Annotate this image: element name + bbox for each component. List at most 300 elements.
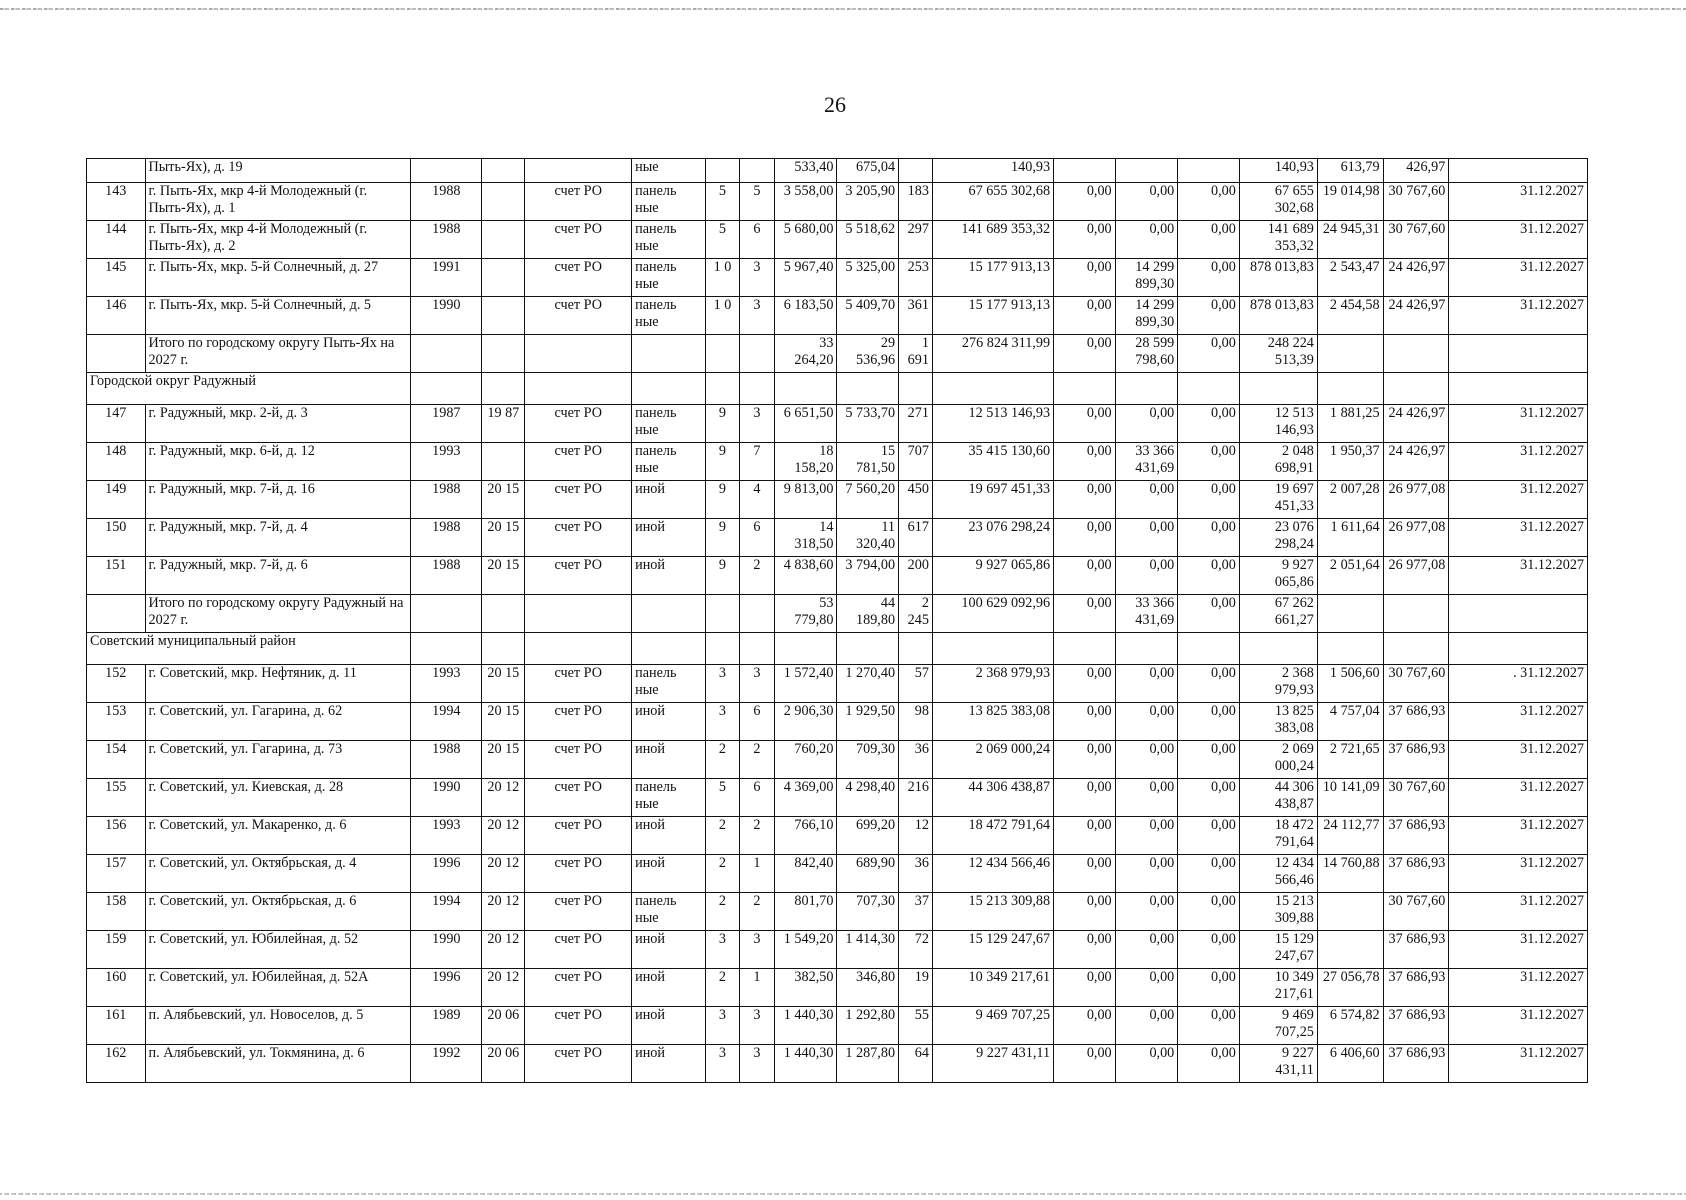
floors-cell: 1 0 xyxy=(706,297,740,335)
local-budget-cell: 0,00 xyxy=(1178,1045,1240,1083)
section-title: Городской округ Радужный xyxy=(87,373,411,405)
federal-fund-cell: 0,00 xyxy=(1054,481,1116,519)
address-cell: г. Советский, ул. Гагарина, д. 62 xyxy=(145,703,411,741)
subtotal-row xyxy=(87,595,1588,633)
repair-year-cell xyxy=(482,259,525,297)
owners-funds-cell: 2 368 979,93 xyxy=(1239,665,1317,703)
empty-cell xyxy=(899,633,933,665)
local-budget-cell: 0,00 xyxy=(1178,665,1240,703)
entrances-cell: 4 xyxy=(739,481,774,519)
address-cell: г. Советский, ул. Макаренко, д. 6 xyxy=(145,817,411,855)
residents-cell: 216 xyxy=(899,779,933,817)
owners-funds-cell: 15 213 309,88 xyxy=(1239,893,1317,931)
living-area-cell: 5 518,62 xyxy=(837,221,899,259)
total-cost-cell: 100 629 092,96 xyxy=(932,595,1053,633)
unit-cost-cell: 2 007,28 xyxy=(1317,481,1383,519)
fund-source-cell: счет РО xyxy=(525,1007,632,1045)
living-area-cell: 346,80 xyxy=(837,969,899,1007)
living-area-cell: 1 270,40 xyxy=(837,665,899,703)
living-area-cell: 15 781,50 xyxy=(837,443,899,481)
max-unit-cost-cell xyxy=(1383,595,1449,633)
empty-cell xyxy=(482,633,525,665)
residents-cell: 450 xyxy=(899,481,933,519)
floors-cell: 3 xyxy=(706,665,740,703)
fund-source-cell: счет РО xyxy=(525,557,632,595)
row-number-cell: 150 xyxy=(87,519,146,557)
repair-year-cell xyxy=(482,443,525,481)
total-area-cell: 4 369,00 xyxy=(774,779,837,817)
row-number-cell xyxy=(87,595,146,633)
residents-cell: 12 xyxy=(899,817,933,855)
row-number-cell: 149 xyxy=(87,481,146,519)
local-budget-cell: 0,00 xyxy=(1178,557,1240,595)
local-budget-cell: 0,00 xyxy=(1178,183,1240,221)
owners-funds-cell: 10 349 217,61 xyxy=(1239,969,1317,1007)
floors-cell: 3 xyxy=(706,931,740,969)
max-unit-cost-cell: 30 767,60 xyxy=(1383,779,1449,817)
regional-budget-cell: 33 366 431,69 xyxy=(1115,443,1178,481)
fund-source-cell: счет РО xyxy=(525,779,632,817)
entrances-cell: 6 xyxy=(739,519,774,557)
repair-year-cell: 20 12 xyxy=(482,779,525,817)
fund-source-cell: счет РО xyxy=(525,741,632,779)
row-number-cell: 157 xyxy=(87,855,146,893)
empty-cell xyxy=(482,373,525,405)
owners-funds-cell: 9 927 065,86 xyxy=(1239,557,1317,595)
regional-budget-cell: 0,00 xyxy=(1115,1045,1178,1083)
floors-cell xyxy=(706,335,740,373)
local-budget-cell: 0,00 xyxy=(1178,779,1240,817)
regional-budget-cell: 0,00 xyxy=(1115,817,1178,855)
entrances-cell: 5 xyxy=(739,183,774,221)
wall-material-cell: иной xyxy=(632,969,706,1007)
federal-fund-cell: 0,00 xyxy=(1054,1007,1116,1045)
total-area-cell: 3 558,00 xyxy=(774,183,837,221)
total-cost-cell: 18 472 791,64 xyxy=(932,817,1053,855)
max-unit-cost-cell: 37 686,93 xyxy=(1383,1045,1449,1083)
total-area-cell: 842,40 xyxy=(774,855,837,893)
year-cell: 1993 xyxy=(411,817,482,855)
table-row xyxy=(87,931,1588,969)
row-number-cell: 146 xyxy=(87,297,146,335)
unit-cost-cell: 6 406,60 xyxy=(1317,1045,1383,1083)
section-title: Советский муниципальный район xyxy=(87,633,411,665)
residents-cell: 64 xyxy=(899,1045,933,1083)
empty-cell xyxy=(1383,373,1449,405)
max-unit-cost-cell: 426,97 xyxy=(1383,159,1449,183)
table-row xyxy=(87,297,1588,335)
entrances-cell xyxy=(739,335,774,373)
total-cost-cell: 67 655 302,68 xyxy=(932,183,1053,221)
floors-cell: 2 xyxy=(706,893,740,931)
unit-cost-cell: 2 051,64 xyxy=(1317,557,1383,595)
total-cost-cell: 2 368 979,93 xyxy=(932,665,1053,703)
fund-source-cell: счет РО xyxy=(525,519,632,557)
living-area-cell: 1 292,80 xyxy=(837,1007,899,1045)
address-cell: г. Пыть-Ях, мкр 4-й Молодежный (г. Пыть-Ях), д. 2 xyxy=(145,221,411,259)
floors-cell xyxy=(706,159,740,183)
table-row xyxy=(87,1045,1588,1083)
empty-cell xyxy=(706,633,740,665)
federal-fund-cell: 0,00 xyxy=(1054,335,1116,373)
living-area-cell: 1 414,30 xyxy=(837,931,899,969)
unit-cost-cell: 1 611,64 xyxy=(1317,519,1383,557)
deadline-cell: 31.12.2027 xyxy=(1449,969,1588,1007)
living-area-cell: 44 189,80 xyxy=(837,595,899,633)
regional-budget-cell: 0,00 xyxy=(1115,855,1178,893)
living-area-cell: 5 733,70 xyxy=(837,405,899,443)
fund-source-cell: счет РО xyxy=(525,969,632,1007)
total-area-cell: 1 549,20 xyxy=(774,931,837,969)
address-cell: г. Советский, ул. Октябрьская, д. 6 xyxy=(145,893,411,931)
owners-funds-cell: 67 262 661,27 xyxy=(1239,595,1317,633)
wall-material-cell: панель ные xyxy=(632,443,706,481)
max-unit-cost-cell: 30 767,60 xyxy=(1383,893,1449,931)
repair-year-cell: 20 12 xyxy=(482,855,525,893)
owners-funds-cell: 878 013,83 xyxy=(1239,297,1317,335)
total-cost-cell: 12 513 146,93 xyxy=(932,405,1053,443)
total-cost-cell: 12 434 566,46 xyxy=(932,855,1053,893)
regional-budget-cell: 0,00 xyxy=(1115,481,1178,519)
floors-cell: 5 xyxy=(706,779,740,817)
local-budget-cell: 0,00 xyxy=(1178,855,1240,893)
total-area-cell: 18 158,20 xyxy=(774,443,837,481)
table-row xyxy=(87,703,1588,741)
empty-cell xyxy=(525,633,632,665)
floors-cell: 5 xyxy=(706,221,740,259)
regional-budget-cell: 0,00 xyxy=(1115,405,1178,443)
total-area-cell: 382,50 xyxy=(774,969,837,1007)
table-row xyxy=(87,817,1588,855)
federal-fund-cell: 0,00 xyxy=(1054,1045,1116,1083)
residents-cell: 253 xyxy=(899,259,933,297)
max-unit-cost-cell: 37 686,93 xyxy=(1383,741,1449,779)
year-cell: 1988 xyxy=(411,741,482,779)
fund-source-cell: счет РО xyxy=(525,931,632,969)
unit-cost-cell: 2 543,47 xyxy=(1317,259,1383,297)
local-budget-cell: 0,00 xyxy=(1178,519,1240,557)
entrances-cell xyxy=(739,159,774,183)
living-area-cell: 689,90 xyxy=(837,855,899,893)
wall-material-cell: панель ные xyxy=(632,259,706,297)
federal-fund-cell: 0,00 xyxy=(1054,519,1116,557)
total-cost-cell: 13 825 383,08 xyxy=(932,703,1053,741)
empty-cell xyxy=(1317,633,1383,665)
residents-cell: 98 xyxy=(899,703,933,741)
empty-cell xyxy=(932,633,1053,665)
regional-budget-cell xyxy=(1115,159,1178,183)
owners-funds-cell: 9 227 431,11 xyxy=(1239,1045,1317,1083)
page-number: 26 xyxy=(824,92,846,117)
living-area-cell: 3 794,00 xyxy=(837,557,899,595)
address-cell: г. Советский, ул. Юбилейная, д. 52А xyxy=(145,969,411,1007)
row-number-cell: 158 xyxy=(87,893,146,931)
floors-cell: 9 xyxy=(706,519,740,557)
owners-funds-cell: 12 513 146,93 xyxy=(1239,405,1317,443)
federal-fund-cell: 0,00 xyxy=(1054,297,1116,335)
floors-cell: 1 0 xyxy=(706,259,740,297)
total-area-cell: 5 680,00 xyxy=(774,221,837,259)
max-unit-cost-cell: 30 767,60 xyxy=(1383,183,1449,221)
entrances-cell: 2 xyxy=(739,817,774,855)
table-row xyxy=(87,969,1588,1007)
wall-material-cell: иной xyxy=(632,1007,706,1045)
entrances-cell: 6 xyxy=(739,779,774,817)
max-unit-cost-cell: 37 686,93 xyxy=(1383,1007,1449,1045)
row-number-cell: 156 xyxy=(87,817,146,855)
owners-funds-cell: 248 224 513,39 xyxy=(1239,335,1317,373)
federal-fund-cell xyxy=(1054,159,1116,183)
address-cell: г. Пыть-Ях, мкр. 5-й Солнечный, д. 27 xyxy=(145,259,411,297)
entrances-cell: 7 xyxy=(739,443,774,481)
total-cost-cell: 2 069 000,24 xyxy=(932,741,1053,779)
regional-budget-cell: 0,00 xyxy=(1115,519,1178,557)
total-area-cell: 5 967,40 xyxy=(774,259,837,297)
floors-cell: 9 xyxy=(706,443,740,481)
total-cost-cell: 9 469 707,25 xyxy=(932,1007,1053,1045)
owners-funds-cell: 19 697 451,33 xyxy=(1239,481,1317,519)
table-row xyxy=(87,221,1588,259)
year-cell: 1996 xyxy=(411,969,482,1007)
row-number-cell: 143 xyxy=(87,183,146,221)
unit-cost-cell: 1 950,37 xyxy=(1317,443,1383,481)
empty-cell xyxy=(632,373,706,405)
address-cell: г. Пыть-Ях, мкр 4-й Молодежный (г. Пыть-Ях), д. 1 xyxy=(145,183,411,221)
entrances-cell xyxy=(739,595,774,633)
entrances-cell: 3 xyxy=(739,931,774,969)
entrances-cell: 3 xyxy=(739,1045,774,1083)
owners-funds-cell: 23 076 298,24 xyxy=(1239,519,1317,557)
year-cell: 1987 xyxy=(411,405,482,443)
federal-fund-cell: 0,00 xyxy=(1054,931,1116,969)
unit-cost-cell: 14 760,88 xyxy=(1317,855,1383,893)
federal-fund-cell: 0,00 xyxy=(1054,443,1116,481)
unit-cost-cell xyxy=(1317,335,1383,373)
unit-cost-cell xyxy=(1317,893,1383,931)
wall-material-cell: панель ные xyxy=(632,893,706,931)
living-area-cell: 5 409,70 xyxy=(837,297,899,335)
row-number-cell: 162 xyxy=(87,1045,146,1083)
entrances-cell: 3 xyxy=(739,405,774,443)
empty-cell xyxy=(1054,373,1116,405)
owners-funds-cell: 15 129 247,67 xyxy=(1239,931,1317,969)
year-cell: 1990 xyxy=(411,297,482,335)
living-area-cell: 699,20 xyxy=(837,817,899,855)
total-area-cell: 760,20 xyxy=(774,741,837,779)
unit-cost-cell: 6 574,82 xyxy=(1317,1007,1383,1045)
total-area-cell: 2 906,30 xyxy=(774,703,837,741)
subtotal-label: Итого по городскому округу Радужный на 2027 г. xyxy=(145,595,411,633)
year-cell: 1993 xyxy=(411,443,482,481)
federal-fund-cell: 0,00 xyxy=(1054,221,1116,259)
fund-source-cell: счет РО xyxy=(525,443,632,481)
entrances-cell: 3 xyxy=(739,665,774,703)
floors-cell: 9 xyxy=(706,405,740,443)
total-area-cell: 1 572,40 xyxy=(774,665,837,703)
entrances-cell: 3 xyxy=(739,1007,774,1045)
deadline-cell xyxy=(1449,159,1588,183)
table-row xyxy=(87,481,1588,519)
wall-material-cell: панель ные xyxy=(632,665,706,703)
total-cost-cell: 10 349 217,61 xyxy=(932,969,1053,1007)
entrances-cell: 3 xyxy=(739,297,774,335)
owners-funds-cell: 9 469 707,25 xyxy=(1239,1007,1317,1045)
unit-cost-cell: 4 757,04 xyxy=(1317,703,1383,741)
entrances-cell: 2 xyxy=(739,557,774,595)
fund-source-cell: счет РО xyxy=(525,297,632,335)
empty-cell xyxy=(739,633,774,665)
empty-cell xyxy=(1317,373,1383,405)
year-cell xyxy=(411,159,482,183)
fund-source-cell: счет РО xyxy=(525,405,632,443)
section-header-row xyxy=(87,633,1588,665)
subtotal-row xyxy=(87,335,1588,373)
wall-material-cell: иной xyxy=(632,931,706,969)
address-cell: г. Советский, мкр. Нефтяник, д. 11 xyxy=(145,665,411,703)
address-cell: Пыть-Ях), д. 19 xyxy=(145,159,411,183)
empty-cell xyxy=(1239,633,1317,665)
address-cell: г. Советский, ул. Октябрьская, д. 4 xyxy=(145,855,411,893)
address-cell: г. Советский, ул. Юбилейная, д. 52 xyxy=(145,931,411,969)
table-row xyxy=(87,443,1588,481)
regional-budget-cell: 0,00 xyxy=(1115,665,1178,703)
row-number-cell: 151 xyxy=(87,557,146,595)
row-number-cell: 148 xyxy=(87,443,146,481)
table-row xyxy=(87,855,1588,893)
deadline-cell: 31.12.2027 xyxy=(1449,519,1588,557)
empty-cell xyxy=(1449,633,1588,665)
row-number-cell: 145 xyxy=(87,259,146,297)
total-cost-cell: 140,93 xyxy=(932,159,1053,183)
owners-funds-cell: 67 655 302,68 xyxy=(1239,183,1317,221)
federal-fund-cell: 0,00 xyxy=(1054,855,1116,893)
deadline-cell: 31.12.2027 xyxy=(1449,481,1588,519)
federal-fund-cell: 0,00 xyxy=(1054,779,1116,817)
floors-cell: 2 xyxy=(706,817,740,855)
floors-cell: 2 xyxy=(706,855,740,893)
federal-fund-cell: 0,00 xyxy=(1054,557,1116,595)
residents-cell: 57 xyxy=(899,665,933,703)
wall-material-cell: панель ные xyxy=(632,405,706,443)
year-cell: 1993 xyxy=(411,665,482,703)
address-cell: г. Радужный, мкр. 7-й, д. 16 xyxy=(145,481,411,519)
floors-cell: 3 xyxy=(706,1045,740,1083)
fund-source-cell: счет РО xyxy=(525,665,632,703)
owners-funds-cell: 18 472 791,64 xyxy=(1239,817,1317,855)
total-area-cell: 4 838,60 xyxy=(774,557,837,595)
total-cost-cell: 19 697 451,33 xyxy=(932,481,1053,519)
federal-fund-cell: 0,00 xyxy=(1054,741,1116,779)
table-row xyxy=(87,159,1588,183)
row-number-cell: 160 xyxy=(87,969,146,1007)
table-row xyxy=(87,1007,1588,1045)
empty-cell xyxy=(1449,373,1588,405)
deadline-cell: 31.12.2027 xyxy=(1449,817,1588,855)
max-unit-cost-cell: 37 686,93 xyxy=(1383,703,1449,741)
fund-source-cell: счет РО xyxy=(525,221,632,259)
total-cost-cell: 15 129 247,67 xyxy=(932,931,1053,969)
empty-cell xyxy=(1054,633,1116,665)
wall-material-cell: панель ные xyxy=(632,183,706,221)
total-cost-cell: 44 306 438,87 xyxy=(932,779,1053,817)
fund-source-cell xyxy=(525,335,632,373)
table-row xyxy=(87,519,1588,557)
residents-cell: 37 xyxy=(899,893,933,931)
unit-cost-cell: 24 945,31 xyxy=(1317,221,1383,259)
entrances-cell: 3 xyxy=(739,259,774,297)
living-area-cell: 707,30 xyxy=(837,893,899,931)
address-cell: г. Радужный, мкр. 2-й, д. 3 xyxy=(145,405,411,443)
floors-cell: 2 xyxy=(706,741,740,779)
wall-material-cell xyxy=(632,335,706,373)
total-cost-cell: 23 076 298,24 xyxy=(932,519,1053,557)
empty-cell xyxy=(837,633,899,665)
row-number-cell: 154 xyxy=(87,741,146,779)
repair-year-cell xyxy=(482,159,525,183)
row-number-cell: 161 xyxy=(87,1007,146,1045)
empty-cell xyxy=(411,373,482,405)
fund-source-cell: счет РО xyxy=(525,855,632,893)
max-unit-cost-cell: 30 767,60 xyxy=(1383,221,1449,259)
living-area-cell: 7 560,20 xyxy=(837,481,899,519)
year-cell: 1994 xyxy=(411,893,482,931)
address-cell: п. Алябьевский, ул. Токмянина, д. 6 xyxy=(145,1045,411,1083)
max-unit-cost-cell: 24 426,97 xyxy=(1383,405,1449,443)
entrances-cell: 6 xyxy=(739,221,774,259)
entrances-cell: 2 xyxy=(739,741,774,779)
total-area-cell: 14 318,50 xyxy=(774,519,837,557)
total-area-cell: 533,40 xyxy=(774,159,837,183)
table-row xyxy=(87,779,1588,817)
living-area-cell: 675,04 xyxy=(837,159,899,183)
repair-year-cell: 20 15 xyxy=(482,703,525,741)
repair-year-cell: 20 15 xyxy=(482,481,525,519)
repair-year-cell: 20 12 xyxy=(482,817,525,855)
year-cell: 1988 xyxy=(411,183,482,221)
max-unit-cost-cell: 37 686,93 xyxy=(1383,855,1449,893)
repair-year-cell: 20 12 xyxy=(482,969,525,1007)
deadline-cell: 31.12.2027 xyxy=(1449,855,1588,893)
empty-cell xyxy=(706,373,740,405)
federal-fund-cell: 0,00 xyxy=(1054,259,1116,297)
entrances-cell: 1 xyxy=(739,855,774,893)
owners-funds-cell: 13 825 383,08 xyxy=(1239,703,1317,741)
empty-cell xyxy=(837,373,899,405)
empty-cell xyxy=(899,373,933,405)
empty-cell xyxy=(1115,633,1178,665)
max-unit-cost-cell: 37 686,93 xyxy=(1383,969,1449,1007)
wall-material-cell: иной xyxy=(632,1045,706,1083)
owners-funds-cell: 2 048 698,91 xyxy=(1239,443,1317,481)
deadline-cell: 31.12.2027 xyxy=(1449,1007,1588,1045)
unit-cost-cell xyxy=(1317,931,1383,969)
total-cost-cell: 9 227 431,11 xyxy=(932,1045,1053,1083)
federal-fund-cell: 0,00 xyxy=(1054,703,1116,741)
row-number-cell: 153 xyxy=(87,703,146,741)
deadline-cell: 31.12.2027 xyxy=(1449,557,1588,595)
repair-year-cell: 20 06 xyxy=(482,1007,525,1045)
empty-cell xyxy=(632,633,706,665)
repair-year-cell xyxy=(482,183,525,221)
wall-material-cell: панель ные xyxy=(632,221,706,259)
federal-fund-cell: 0,00 xyxy=(1054,893,1116,931)
residents-cell: 55 xyxy=(899,1007,933,1045)
living-area-cell: 3 205,90 xyxy=(837,183,899,221)
federal-fund-cell: 0,00 xyxy=(1054,183,1116,221)
local-budget-cell: 0,00 xyxy=(1178,1007,1240,1045)
owners-funds-cell: 2 069 000,24 xyxy=(1239,741,1317,779)
local-budget-cell: 0,00 xyxy=(1178,893,1240,931)
